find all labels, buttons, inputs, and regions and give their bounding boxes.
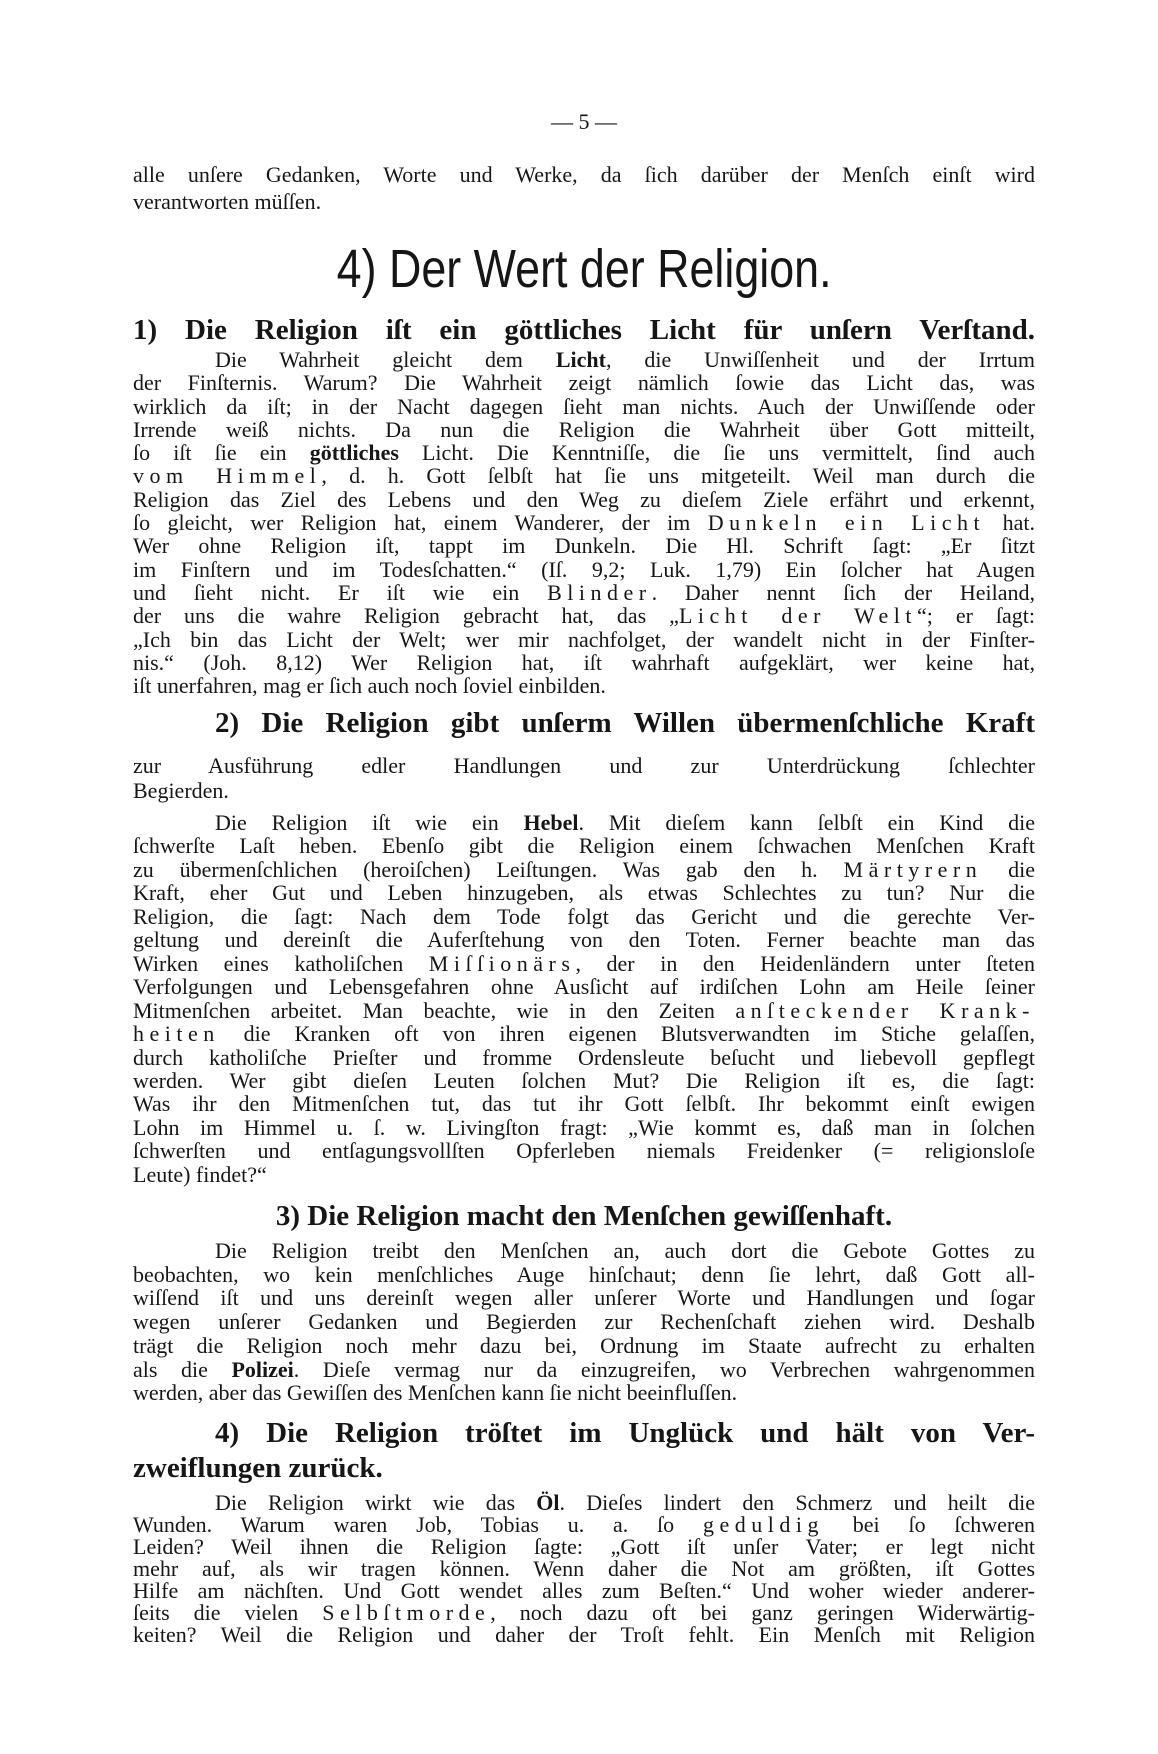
text-run: . Daher nennt ſich der Heiland,: [651, 579, 1035, 605]
text-run: als die: [133, 1356, 232, 1382]
text-line: verantworten müſſen.: [133, 189, 322, 214]
text-line: [133, 952, 1035, 975]
text-line: Die Religion treibt den Menſchen an, auch dort die Gebote Gottes zu: [215, 1238, 1035, 1263]
text-line: Leute) findet?“: [133, 1161, 267, 1187]
subheading-continuation-line: zur Ausführung edler Handlungen und zur Unterdrückung ſchlechter: [133, 753, 1035, 778]
text-line: werden, aber das Gewiſſen des Menſchen kann ſie nicht beeinfluſſen.: [133, 1380, 738, 1406]
text-run: , noch dazu oft bei ganz geringen Widerwärtig-: [490, 1600, 1036, 1625]
subheading-line: 3) Die Religion macht den Menſchen gewiſſenhaft.: [275, 1200, 893, 1232]
text-line: Hilfe am nächſten. Und Gott wendet alles zum Beſten.“ Und woher wieder anderer-: [133, 1578, 1035, 1603]
text-run: Mitmenſchen arbeitet. Man beachte, wie in den Zeiten: [133, 997, 736, 1023]
section-title: [133, 239, 1035, 299]
text-line: Wer ohne Religion iſt, tappt im Dunkeln. Die Hl. Schrift ſagt: „Er ſitzt: [133, 533, 1035, 559]
bold-word: Hebel: [523, 810, 579, 835]
text-line: [133, 581, 1035, 604]
text-run: Die Wahrheit gleicht dem: [215, 347, 556, 372]
text-line: geltung und dereinſt die Auferſtehung von den Toten. Ferner beachte man das: [133, 927, 1035, 953]
subheading-line: 4) Die Religion tröſtet im Unglück und hält von Ver-: [215, 1417, 1035, 1449]
text-run: , die Unwiſſenheit und der Irrtum: [605, 347, 1035, 372]
text-line: der Finſternis. Warum? Die Wahrheit zeigt nämlich ſowie das Licht das, was: [133, 370, 1035, 396]
text-line: ſchwerſte Laſt heben. Ebenſo gibt die Religion einem ſchwachen Menſchen Kraft: [133, 833, 1035, 859]
text-line: „Ich bin das Licht der Welt; wer mir nachfolget, der wandelt nicht in der Finſter-: [133, 626, 1035, 652]
section-title-text: 4) Der Wert der Religion.: [336, 239, 832, 299]
bold-word: Licht: [555, 347, 606, 372]
subheading-line: 1) Die Religion iſt ein göttliches Licht für unſern Verſtand.: [133, 314, 1035, 346]
text-run: Wunden. Warum waren Job, Tobias u. a. ſo: [133, 1512, 703, 1537]
bold-word: Öl: [536, 1490, 560, 1515]
spaced-word: Miſſionärs: [428, 950, 576, 976]
spaced-word: vom Himmel: [133, 463, 322, 489]
subheading-1: [133, 312, 1035, 348]
text-run: ſeits die vielen: [133, 1600, 323, 1625]
bold-word: göttliches: [309, 440, 399, 466]
text-line: alle unſere Gedanken, Worte und Werke, da ſich darüber der Menſch einſt wird: [133, 162, 1035, 187]
text-line: Religion, die ſagt: Nach dem Tode folgt das Gericht und die gerechte Ver-: [133, 903, 1035, 929]
page-number: — 5 —: [551, 109, 617, 134]
text-line: [133, 348, 1035, 371]
subheading-line: zweiflungen zurück.: [133, 1452, 383, 1484]
paragraph-1: [133, 348, 1035, 697]
text-run: zu übermenſchlichen (heroiſchen) Leiſtungen. Was gab den h.: [133, 856, 844, 882]
text-line: [133, 1492, 1035, 1514]
text-line: nis.“ (Joh. 8,12) Wer Religion hat, iſt wahrhaft aufgeklärt, wer keine hat,: [133, 649, 1035, 675]
subheading-3: [133, 1198, 1035, 1234]
text-run: der uns die wahre Religion gebracht hat, das „: [133, 603, 679, 629]
text-run: und ſieht nicht. Er iſt wie ein: [133, 579, 548, 605]
text-run: hat.: [985, 510, 1035, 536]
text-run: Die Religion wirkt wie das: [215, 1490, 537, 1515]
text-run: die: [982, 856, 1035, 882]
text-run: ſo gleicht, wer Religion hat, einem Wanderer, der im: [133, 510, 708, 536]
spaced-word: Blinder: [547, 579, 652, 605]
text-line: mehr auf, als wir tragen können. Wenn daher die Not am größten, iſt Gottes: [133, 1556, 1035, 1581]
spaced-word: Selbſtmorde: [322, 1600, 491, 1625]
text-line: Lohn im Himmel u. ſ. w. Livingſton fragt: „Wie kommt es, daß man in ſolchen: [133, 1114, 1035, 1140]
bold-word: Polizei: [231, 1356, 294, 1382]
subheading-continuation-line: Begierden.: [133, 777, 229, 803]
text-line: [133, 999, 1035, 1022]
spaced-word: heiten: [133, 1021, 220, 1047]
spaced-word: geduldig: [702, 1512, 824, 1537]
text-line: [133, 1358, 1035, 1382]
text-run: Wirken eines katholiſchen: [133, 950, 429, 976]
text-line: Kraft, eher Gut und Leben hinzugeben, als etwas Schlechtes zu tun? Nur die: [133, 880, 1035, 906]
text-run: ſo iſt ſie ein: [133, 440, 310, 466]
text-line: wiſſend iſt und uns dereinſt wegen aller unſerer Worte und Handlungen und ſogar: [133, 1285, 1035, 1311]
paragraph-4: [133, 1492, 1035, 1646]
text-line: ſchwerſten und entſagungsvollſten Opferleben niemals Freidenker (= religionsloſe: [133, 1138, 1035, 1164]
paragraph-3: [133, 1239, 1035, 1405]
spaced-word: Dunkeln ein Licht: [707, 510, 986, 536]
text-line: [133, 1602, 1035, 1624]
subheading-2-continuation: [133, 754, 1035, 803]
text-line: durch katholiſche Prieſter und fromme Ordensleute beſucht und liebevoll gepflegt: [133, 1044, 1035, 1070]
text-line: Religion das Ziel des Lebens und den Weg zu dieſem Ziele erfährt und erkennt,: [133, 486, 1035, 512]
text-line: [133, 1022, 1035, 1045]
text-line: beobachten, wo kein menſchliches Auge hinſchaut; denn ſie lehrt, daß Gott all-: [133, 1261, 1035, 1287]
text-line: Leiden? Weil ihnen die Religion ſagte: „Gott iſt unſer Vater; er legt nicht: [133, 1534, 1035, 1559]
text-line: im Finſtern und im Todesſchatten.“ (Iſ. 9,2; Luk. 1,79) Ein ſolcher hat Augen: [133, 556, 1035, 582]
text-run: die Kranken oft von ihren eigenen Blutsverwandten im Stiche gelaſſen,: [219, 1021, 1035, 1047]
text-line: [133, 604, 1035, 627]
text-line: iſt unerfahren, mag er ſich auch noch ſoviel einbilden.: [133, 673, 606, 699]
text-line: keiten? Weil die Religion und daher der Troſt fehlt. Ein Menſch mit Religion: [133, 1622, 1035, 1647]
paragraph-2: [133, 811, 1035, 1186]
text-run: . Dieſe vermag nur da einzugreifen, wo Verbrechen wahrgenommen: [293, 1356, 1035, 1382]
text-run: Die Religion iſt wie ein: [215, 810, 524, 835]
text-line: [133, 1514, 1035, 1536]
text-line: [133, 441, 1035, 464]
text-line: wirklich da iſt; in der Nacht dagegen ſieht man nichts. Auch der Unwiſſende oder: [133, 393, 1035, 419]
text-run: . Dieſes lindert den Schmerz und heilt die: [559, 1490, 1036, 1515]
spaced-word: Licht der Welt: [678, 603, 917, 629]
subheading-4: [133, 1416, 1035, 1486]
spaced-word: anſteckender Krank-: [735, 997, 1035, 1023]
subheading-line: 2) Die Religion gibt unſerm Willen übermenſchliche Kraft: [215, 707, 1035, 739]
text-line: [133, 811, 1035, 834]
text-run: Licht. Die Kenntniſſe, die ſie uns vermittelt, ſind auch: [398, 440, 1035, 466]
text-line: trägt die Religion noch mehr dazu bei, Ordnung im Staate aufrecht zu erhalten: [133, 1332, 1035, 1358]
text-run: , d. h. Gott ſelbſt hat ſie uns mitgeteilt. Weil man durch die: [321, 463, 1035, 489]
text-run: . Mit dieſem kann ſelbſt ein Kind die: [578, 810, 1035, 835]
text-run: bei ſo ſchweren: [823, 1512, 1035, 1537]
spaced-word: Märtyrern: [843, 856, 983, 882]
text-line: werden. Wer gibt dieſen Leuten ſolchen Mut? Die Religion iſt es, die ſagt:: [133, 1067, 1035, 1093]
text-line: wegen unſerer Gedanken und Begierden zur Rechenſchaft ziehen wird. Deshalb: [133, 1309, 1035, 1335]
subheading-2: [133, 705, 1035, 741]
text-line: [133, 464, 1035, 487]
text-line: Verfolgungen und Lebensgefahren ohne Ausſicht auf irdiſchen Lohn am Heile ſeiner: [133, 974, 1035, 1000]
text-run: , der in den Heidenländern unter ſteten: [575, 950, 1035, 976]
text-line: Was ihr den Mitmenſchen tut, das tut ihr Gott ſelbſt. Ihr bekommt einſt ewigen: [133, 1091, 1035, 1117]
intro-paragraph: [133, 161, 1035, 215]
text-line: [133, 511, 1035, 534]
text-line: Irrende weiß nichts. Da nun die Religion die Wahrheit über Gott mitteilt,: [133, 416, 1035, 442]
text-run: “; er ſagt:: [917, 603, 1035, 629]
text-line: [133, 858, 1035, 881]
